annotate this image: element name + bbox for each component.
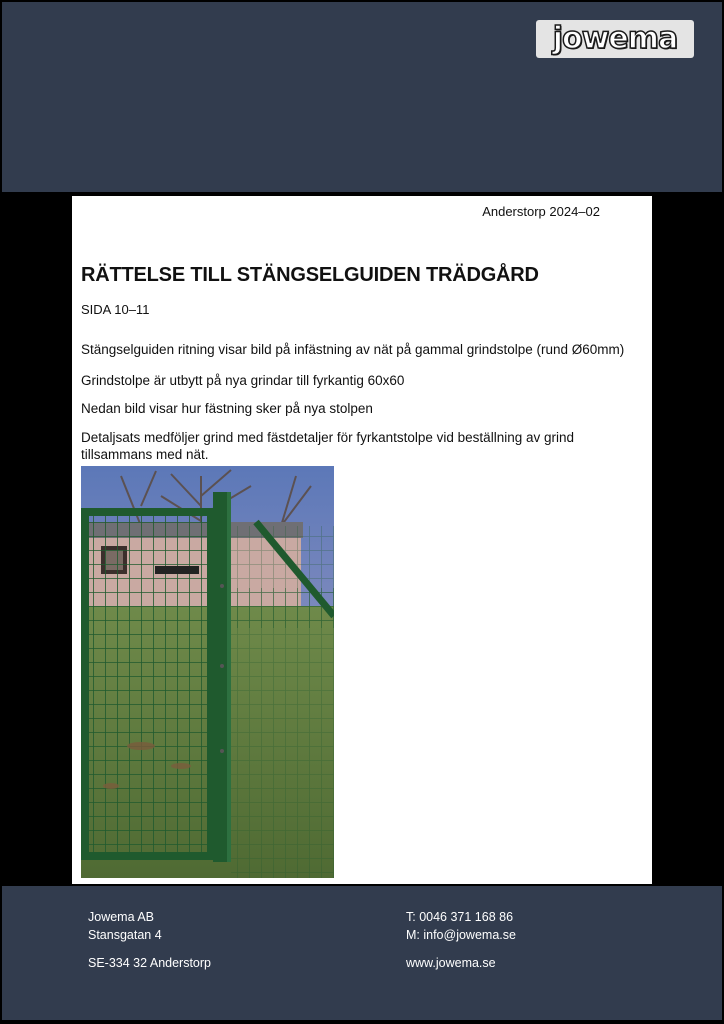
page-reference: SIDA 10–11: [81, 302, 150, 317]
footer-street: Stansgatan 4: [88, 928, 162, 942]
document-date: Anderstorp 2024–02: [482, 204, 600, 219]
paragraph-post-replaced: Grindstolpe är utbytt på nya grindar till fyrkantig 60x60: [81, 373, 405, 388]
document-page: [72, 196, 652, 884]
logo-text: jowema: [552, 21, 678, 56]
footer-bar: [2, 886, 722, 1020]
header-banner: [2, 2, 722, 192]
paragraph-drawing-info: Stängselguiden ritning visar bild på infästning av nät på gammal grindstolpe (rund Ø60mm): [81, 342, 625, 357]
footer-email-link[interactable]: M: info@jowema.se: [406, 928, 516, 942]
paragraph-detail-kit: Detaljsats medföljer grind med fästdetaljer för fyrkantstolpe vid beställning av grind tillsammans med nät.: [81, 430, 574, 462]
jowema-logo: [536, 20, 694, 58]
paragraph-image-intro: Nedan bild visar hur fästning sker på nya stolpen: [81, 401, 373, 416]
gate-photo-illustration: [81, 466, 334, 878]
footer-phone: T: 0046 371 168 86: [406, 910, 514, 924]
footer-website-link[interactable]: www.jowema.se: [406, 956, 496, 970]
document-title: RÄTTELSE TILL STÄNGSELGUIDEN TRÄDGÅRD: [81, 264, 539, 286]
gate-photo: [81, 466, 334, 878]
footer-company: Jowema AB: [88, 910, 155, 924]
footer-city: SE-334 32 Anderstorp: [88, 956, 211, 970]
